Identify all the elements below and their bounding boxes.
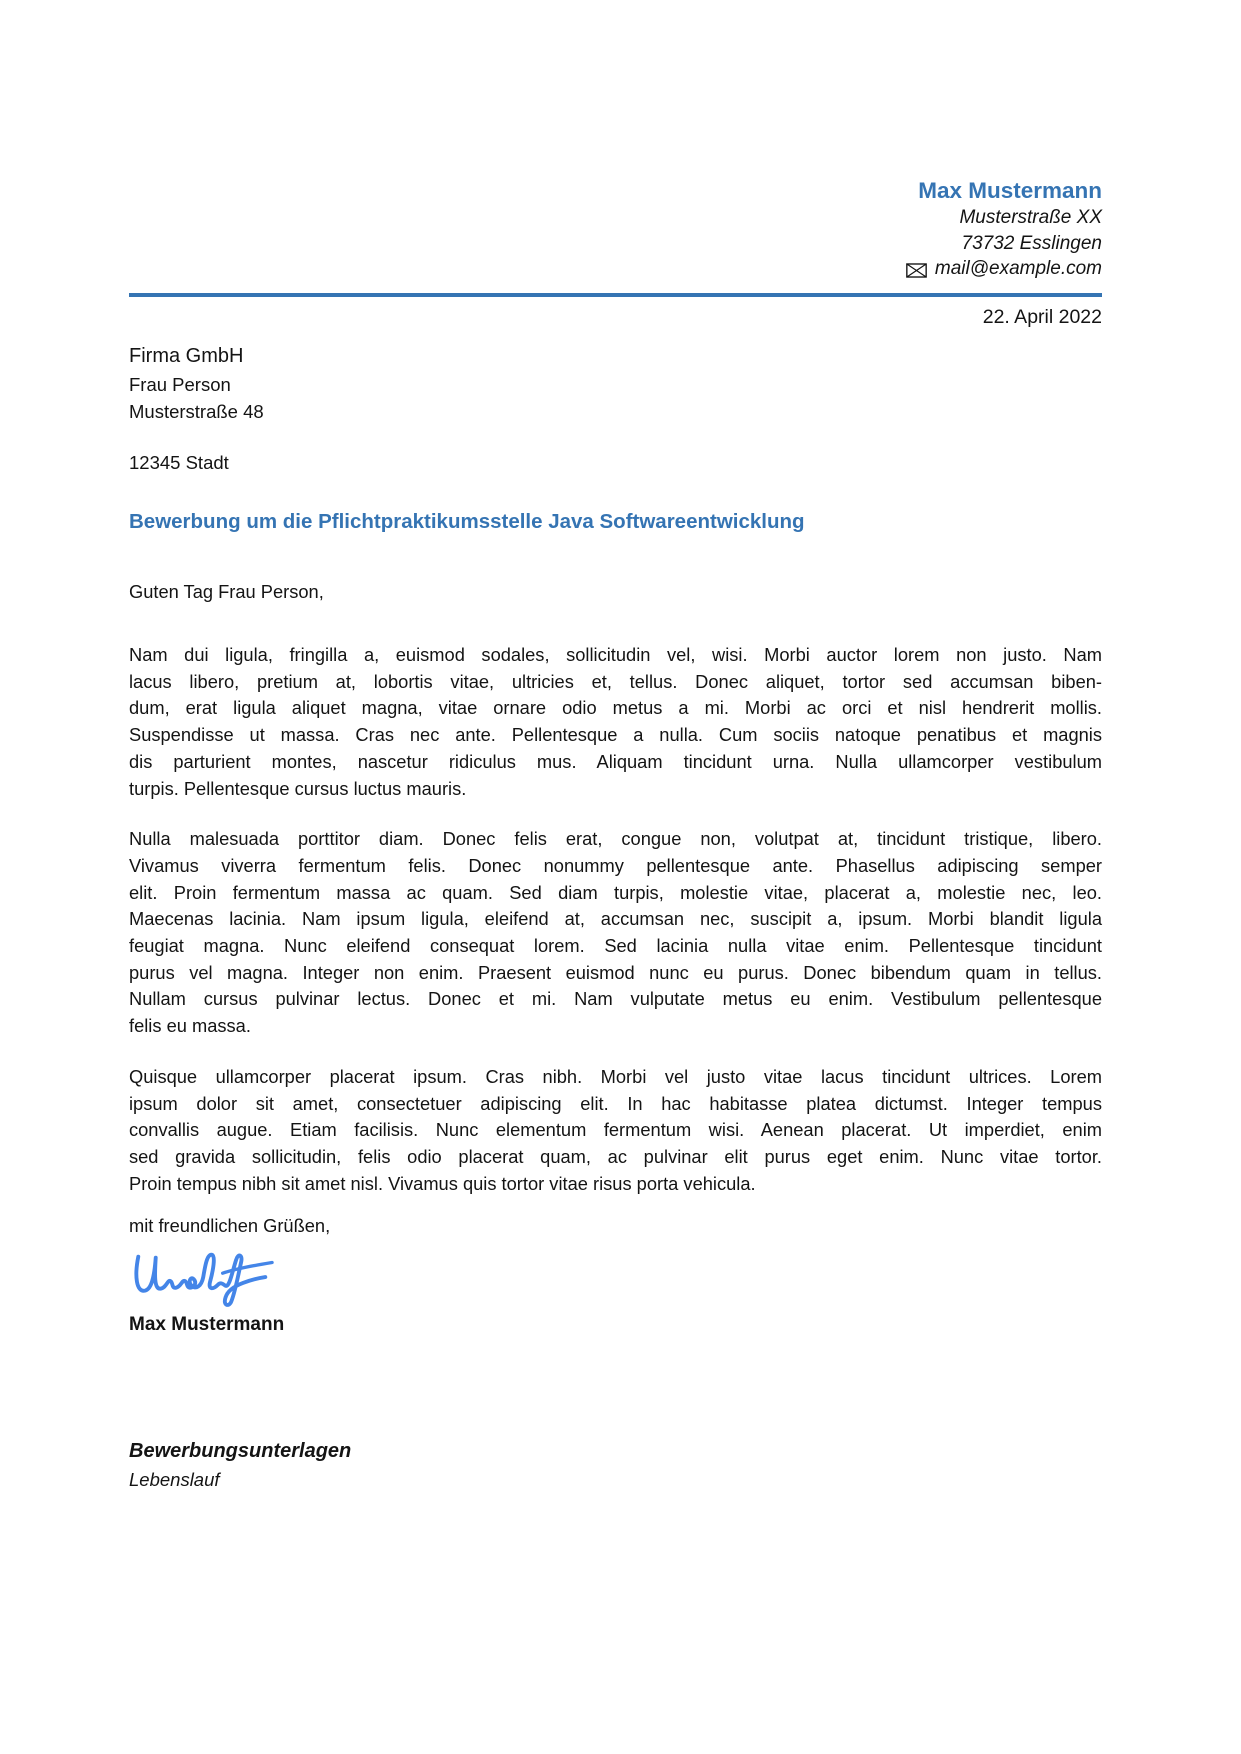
subject-line: Bewerbung um die Pflichtpraktikumsstelle Java Softwareentwicklung bbox=[129, 510, 805, 533]
body-line: turpis. Pellentesque cursus luctus mauris. bbox=[129, 777, 467, 799]
sender-street: Musterstraße XX bbox=[959, 207, 1102, 228]
body-line: Quisque ullamcorper placerat ipsum. Cras nibh. Morbi vel justo vitae lacus tincidunt ultrices. Lorem bbox=[129, 1065, 1102, 1087]
body-paragraph-1 bbox=[129, 642, 1102, 802]
sender-email: mail@example.com bbox=[934, 258, 1102, 279]
envelope-icon bbox=[906, 263, 927, 278]
sender-name: Max Mustermann bbox=[918, 178, 1102, 203]
body-line: sed gravida sollicitudin, felis odio placerat quam, ac pulvinar elit purus eget enim. Nunc vitae tortor. bbox=[129, 1145, 1102, 1167]
enclosures-title: Bewerbungsunterlagen bbox=[129, 1440, 352, 1462]
body-line: Nulla malesuada porttitor diam. Donec felis erat, congue non, volutpat at, tincidunt tristique, libero. bbox=[129, 828, 1102, 850]
recipient-company: Firma GmbH bbox=[129, 345, 244, 367]
letter-content bbox=[129, 509, 1102, 1337]
body-line: Maecenas lacinia. Nam ipsum ligula, eleifend at, accumsan nec, suscipit a, ipsum. Morbi blandit ligula bbox=[129, 908, 1102, 930]
recipient-city: 12345 Stadt bbox=[129, 452, 229, 473]
closing-regards: mit freundlichen Grüßen, bbox=[129, 1215, 331, 1237]
body-line: Nam dui ligula, fringilla a, euismod sodales, sollicitudin vel, wisi. Morbi auctor lorem non justo. Nam bbox=[129, 644, 1102, 665]
salutation: Guten Tag Frau Person, bbox=[129, 581, 324, 602]
header-rule bbox=[129, 293, 1102, 297]
body-line: Nullam cursus pulvinar lectus. Donec et mi. Nam vulputate metus eu enim. Vestibulum pellentesque bbox=[129, 988, 1102, 1010]
recipient-block bbox=[129, 341, 264, 476]
body-line: elit. Proin fermentum massa ac quam. Sed diam turpis, molestie vitae, placerat a, molestie nec, leo. bbox=[129, 881, 1102, 903]
body-line: ipsum dolor sit amet, consectetuer adipiscing elit. In hac habitasse platea dictumst. Integer tempus bbox=[129, 1092, 1102, 1114]
body-paragraph-3 bbox=[129, 1064, 1102, 1198]
enclosures-block bbox=[129, 1437, 351, 1494]
body-line: purus vel magna. Integer non enim. Praesent euismod nunc eu purus. Donec bibendum quam in tellus. bbox=[129, 961, 1102, 983]
letter-date: 22. April 2022 bbox=[982, 306, 1102, 328]
enclosure-item: Lebenslauf bbox=[129, 1469, 220, 1490]
body-line: Proin tempus nibh sit amet nisl. Vivamus quis tortor vitae risus porta vehicula. bbox=[129, 1172, 756, 1194]
handwritten-signature-image bbox=[127, 1247, 295, 1311]
sender-block bbox=[906, 177, 1102, 282]
body-line: Suspendisse ut massa. Cras nec ante. Pellentesque a nulla. Cum sociis natoque penatibus et magnis bbox=[129, 724, 1102, 746]
signature-name: Max Mustermann bbox=[129, 1314, 285, 1336]
recipient-contact: Frau Person bbox=[129, 374, 231, 395]
body-line: lacus libero, pretium at, lobortis vitae, ultricies et, tellus. Donec aliquet, tortor sed accumsan biben- bbox=[129, 670, 1102, 692]
sender-city: 73732 Esslingen bbox=[961, 232, 1102, 254]
body-line: Vivamus viverra fermentum felis. Donec nonummy pellentesque ante. Phasellus adipiscing semper bbox=[129, 854, 1102, 876]
sender-email-row bbox=[906, 256, 1102, 282]
body-line: feugiat magna. Nunc eleifend consequat lorem. Sed lacinia nulla vitae enim. Pellentesque tincidunt bbox=[129, 935, 1102, 957]
enclosures-list bbox=[129, 1465, 351, 1494]
body-line: dum, erat ligula aliquet magna, vitae ornare odio metus a mi. Morbi ac orci et nisl hendrerit mollis. bbox=[129, 697, 1102, 719]
letter-body bbox=[129, 642, 1102, 1197]
body-paragraph-2 bbox=[129, 826, 1102, 1040]
recipient-street: Musterstraße 48 bbox=[129, 401, 264, 422]
body-line: felis eu massa. bbox=[129, 1015, 251, 1037]
body-line: convallis augue. Etiam facilisis. Nunc elementum fermentum wisi. Aenean placerat. Ut imperdiet, enim bbox=[129, 1119, 1102, 1141]
body-line: dis parturient montes, nascetur ridiculus mus. Aliquam tincidunt urna. Nulla ullamcorper vestibulum bbox=[129, 750, 1102, 772]
